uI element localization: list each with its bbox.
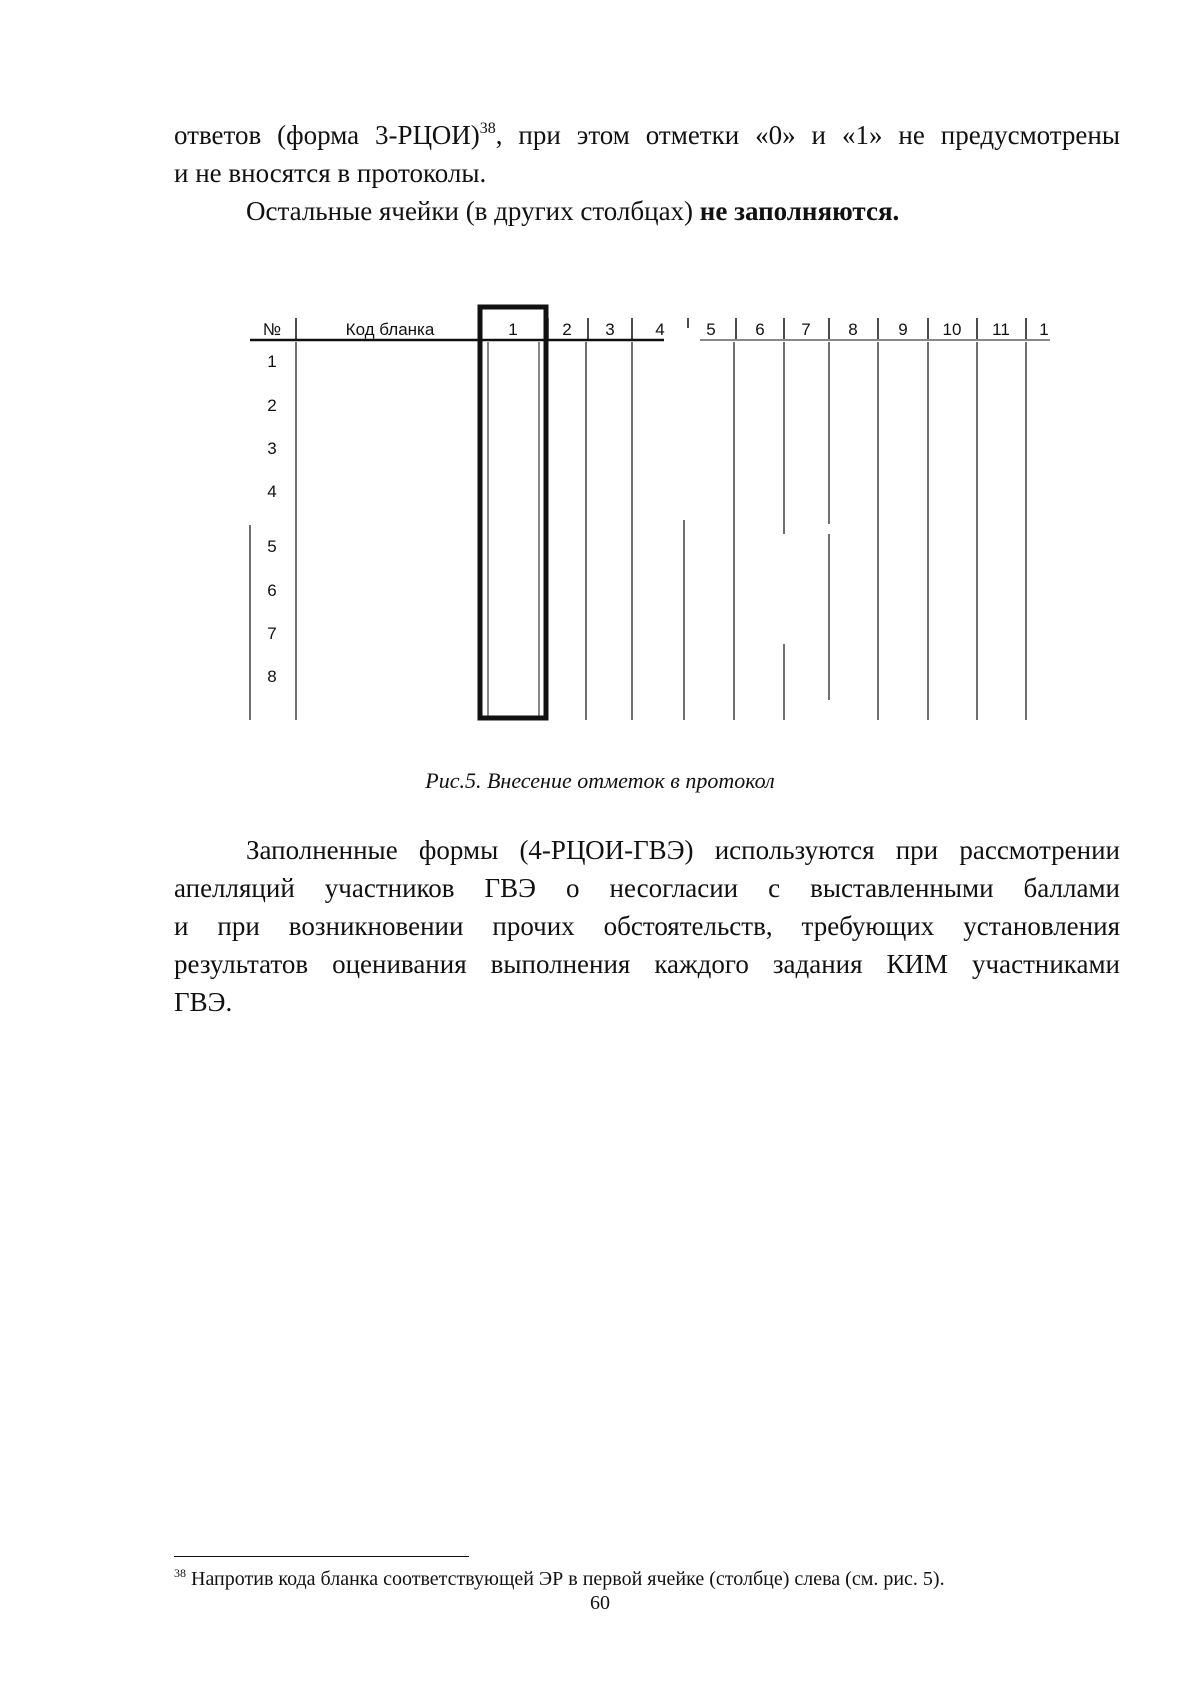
column-header-8: 8 <box>848 320 858 339</box>
paragraph-main-line3: и при возникновении прочих обстоятельств, требующих установления <box>174 911 1120 941</box>
paragraph-main-line2: апелляций участников ГВЭ о несогласии с выставленными баллами <box>174 873 1120 903</box>
row-number-3: 3 <box>267 439 277 458</box>
paragraph-top-text-a: ответов (форма 3-РЦОИ) <box>174 120 480 150</box>
footnote <box>174 1566 945 1592</box>
protocol-table <box>0 0 1200 760</box>
row-number-7: 7 <box>267 624 277 643</box>
column-header-11: 11 <box>992 320 1010 339</box>
paragraph-second-bold: не заполняются. <box>699 196 900 226</box>
column-header-4: 4 <box>655 320 665 339</box>
header-form-code: Код бланка <box>345 320 435 339</box>
column-header-1: 1 <box>508 320 518 339</box>
paragraph-main-line5: ГВЭ. <box>174 987 233 1017</box>
page-number: 60 <box>590 1592 610 1614</box>
footnote-mark: 38 <box>174 1566 186 1580</box>
column-header-9: 9 <box>898 320 908 339</box>
column-header-6: 6 <box>755 320 765 339</box>
row-number-4: 4 <box>267 482 277 501</box>
header-number: № <box>262 320 282 339</box>
row-number-5: 5 <box>267 537 277 556</box>
highlighted-column-frame <box>480 307 546 718</box>
column-header-3: 3 <box>605 320 615 339</box>
paragraph-top-text-b: , при этом отметки «0» и «1» не предусмотрены <box>495 120 1120 150</box>
row-number-6: 6 <box>267 581 277 600</box>
column-header-7: 7 <box>801 320 811 339</box>
footnote-reference: 38 <box>479 120 496 137</box>
paragraph-top-line2: и не вносятся в протоколы. <box>174 158 487 188</box>
row-number-1: 1 <box>267 352 277 371</box>
paragraph-main-line4: результатов оценивания выполнения каждого задания КИМ участниками <box>174 949 1120 979</box>
paragraph-main-line1: Заполненные формы (4-РЦОИ-ГВЭ) используются при рассмотрении <box>246 835 1120 865</box>
footnote-text: Напротив кода бланка соответствующей ЭР в первой ячейке (столбце) слева (см. рис. 5). <box>186 1568 945 1590</box>
column-header-10: 10 <box>942 320 962 339</box>
column-header-2: 2 <box>562 320 572 339</box>
protocol-figure <box>0 0 1200 760</box>
row-number-8: 8 <box>267 667 277 686</box>
footnote-divider <box>174 1556 469 1557</box>
paragraph-second-normal: Остальные ячейки (в других столбцах) <box>246 196 700 226</box>
figure-caption: Рис.5. Внесение отметок в протокол <box>425 768 775 793</box>
column-header-12: 1 <box>1039 320 1049 339</box>
row-number-2: 2 <box>267 396 277 415</box>
column-header-5: 5 <box>706 320 716 339</box>
